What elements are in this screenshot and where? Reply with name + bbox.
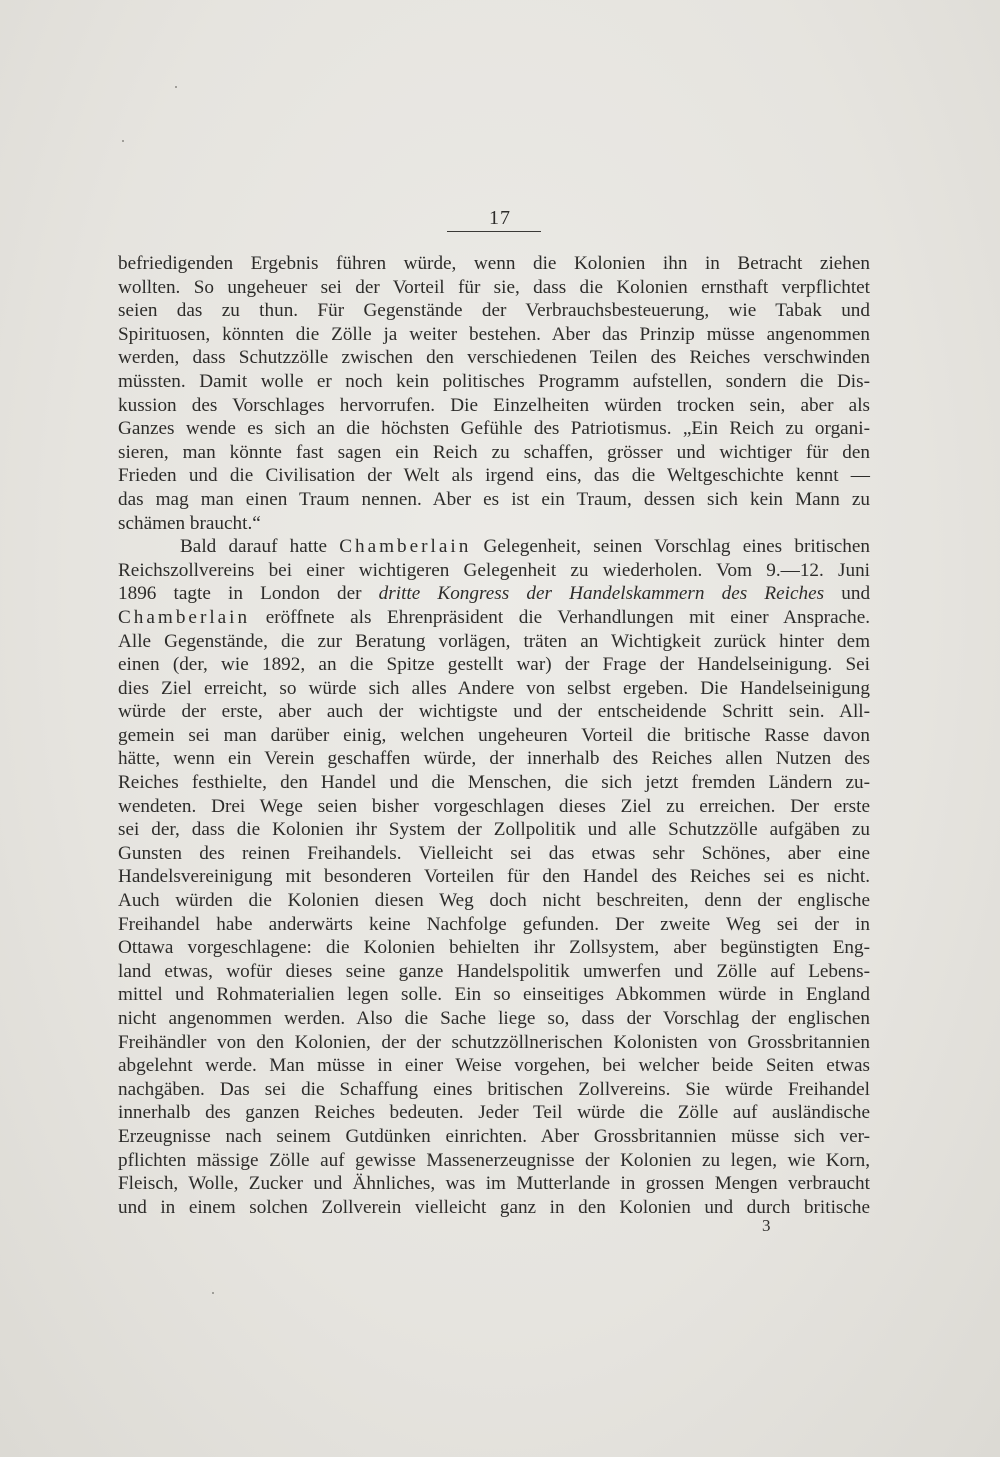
body-text [118, 252, 870, 1219]
text-line: Frieden und die Civilisation der Welt als irgend eins, das die Weltgeschichte kennt — [118, 465, 870, 487]
text-line: wendeten. Drei Wege seien bisher vorgeschlagen dieses Ziel zu erreichen. Der erste [118, 795, 870, 817]
text-line: Fleisch, Wolle, Zucker und Ähnliches, was im Mutterlande in grossen Mengen verbraucht [118, 1173, 870, 1195]
text-line: mittel und Rohmaterialien legen solle. Ein so einseitiges Abkommen würde in England [118, 984, 870, 1006]
text-line: würde der erste, aber auch der wichtigste und der entscheidende Schritt sein. All- [118, 701, 870, 723]
text-line: müssten. Damit wolle er noch kein politisches Programm aufstellen, sondern die Dis- [118, 370, 870, 392]
text-run: eröffnete als Ehrenpräsident die Verhandlungen mit einer Ansprache. [265, 606, 871, 628]
text-line: werden, dass Schutzzölle zwischen den verschiedenen Teilen des Reiches verschwinden [118, 347, 870, 369]
paper-speck [122, 140, 124, 142]
text-line: Alle Gegenstände, die zur Beratung vorlägen, träten an Wichtigkeit zurück hinter dem [118, 630, 870, 652]
paper-speck [212, 1292, 214, 1294]
text-line: dies Ziel erreicht, so würde sich alles Andere von selbst ergeben. Die Handelseinigung [118, 677, 870, 699]
paragraph-2 [118, 535, 870, 1219]
text-line: Erzeugnisse nach seinem Gutdünken einrichten. Aber Grossbritannien müsse sich ver- [118, 1125, 870, 1147]
text-line: Spirituosen, könnten die Zölle ja weiter bestehen. Aber das Prinzip müsse angenommen [118, 323, 870, 345]
text-line: abgelehnt werde. Man müsse in einer Weise vorgehen, bei welcher beide Seiten etwas [118, 1055, 870, 1077]
text-line: Ganzes wende es sich an die höchsten Gefühle des Patriotismus. „Ein Reich zu organi- [118, 418, 870, 440]
text-line: Ottawa vorgeschlagene: die Kolonien behielten ihr Zollsystem, aber begünstigten Eng- [118, 937, 870, 959]
text-line: nachgäben. Das sei die Schaffung eines britischen Zollvereins. Sie würde Freihandel [118, 1078, 870, 1100]
person-name: Chamberlain [118, 606, 251, 628]
text-line: Reichszollvereins bei einer wichtigeren Gelegenheit zu wiederholen. Vom 9.—12. Juni [118, 559, 870, 581]
text-line [118, 582, 870, 606]
text-line: Auch würden die Kolonien diesen Weg doch nicht beschreiten, denn der englische [118, 890, 870, 912]
text-line [118, 535, 870, 559]
event-title: dritte Kongress der Handelskammern des Reiches [378, 583, 825, 605]
text-line: Gunsten des reinen Freihandels. Vielleicht sei das etwas sehr Schönes, aber eine [118, 842, 870, 864]
person-name: Chamberlain [339, 536, 472, 558]
text-run: 1896 tagte in London der [118, 583, 362, 605]
text-run: Gelegenheit, seinen Vorschlag eines britischen [483, 536, 871, 558]
text-line: hätte, wenn ein Verein geschaffen würde, der innerhalb des Reiches allen Nutzen des [118, 748, 870, 770]
text-line: land etwas, wofür dieses seine ganze Handelspolitik umwerfen und Zölle auf Lebens- [118, 960, 870, 982]
text-line: innerhalb des ganzen Reiches bedeuten. Jeder Teil würde die Zölle auf ausländische [118, 1102, 870, 1124]
text-line: sei der, dass die Kolonien ihr System der Zollpolitik und alle Schutzzölle aufgäben zu [118, 819, 870, 841]
text-line: sieren, man könnte fast sagen ein Reich zu schaffen, grösser und wichtiger für den [118, 441, 870, 463]
text-line [118, 606, 870, 630]
text-line: und in einem solchen Zollverein vielleicht ganz in den Kolonien und durch britische [118, 1196, 870, 1218]
text-line: Freihändler von den Kolonien, der der schutzzöllnerischen Kolonisten von Grossbritannien [118, 1031, 870, 1053]
text-line: Freihandel habe anderwärts keine Nachfolge gefunden. Der zweite Weg sei der in [118, 913, 870, 935]
text-line: das mag man einen Traum nennen. Aber es ist ein Traum, dessen sich kein Mann zu [118, 488, 870, 510]
text-line: pflichten mässige Zölle auf gewisse Massenerzeugnisse der Kolonien zu legen, wie Korn, [118, 1149, 870, 1171]
text-run: Bald darauf hatte [180, 536, 327, 558]
text-line: Reiches festhielte, den Handel und die Menschen, die sich jetzt fremden Ländern zu- [118, 772, 870, 794]
text-line: gemein sei man darüber einig, welchen ungeheuren Vorteil die britische Rasse davon [118, 724, 870, 746]
text-line: nicht angenommen werden. Also die Sache liege so, dass der Vorschlag der englischen [118, 1008, 870, 1029]
page-number: 17 [489, 207, 511, 229]
signature-mark: 3 [762, 1216, 771, 1235]
text-line: befriedigenden Ergebnis führen würde, wenn die Kolonien ihn in Betracht ziehen [118, 253, 870, 274]
text-line: Handelsvereinigung mit besonderen Vorteilen für den Handel des Reiches sei es nicht. [118, 866, 870, 888]
paper-speck [175, 86, 177, 88]
text-line: kussion des Vorschlages hervorrufen. Die Einzelheiten würden trocken sein, aber als [118, 394, 870, 416]
text-line: seien das zu thun. Für Gegenstände der Verbrauchsbesteuerung, wie Tabak und [118, 300, 870, 322]
text-line: wollten. So ungeheuer sei der Vorteil für sie, dass die Kolonien ernsthaft verpflichtet [118, 276, 870, 298]
paragraph-1 [118, 252, 870, 535]
text-line: schämen braucht.“ [118, 512, 261, 534]
header-rule [447, 231, 541, 232]
text-run: und [841, 583, 871, 605]
text-line: einen (der, wie 1892, an die Spitze gestellt war) der Frage der Handelseinigung. Sei [118, 654, 870, 676]
